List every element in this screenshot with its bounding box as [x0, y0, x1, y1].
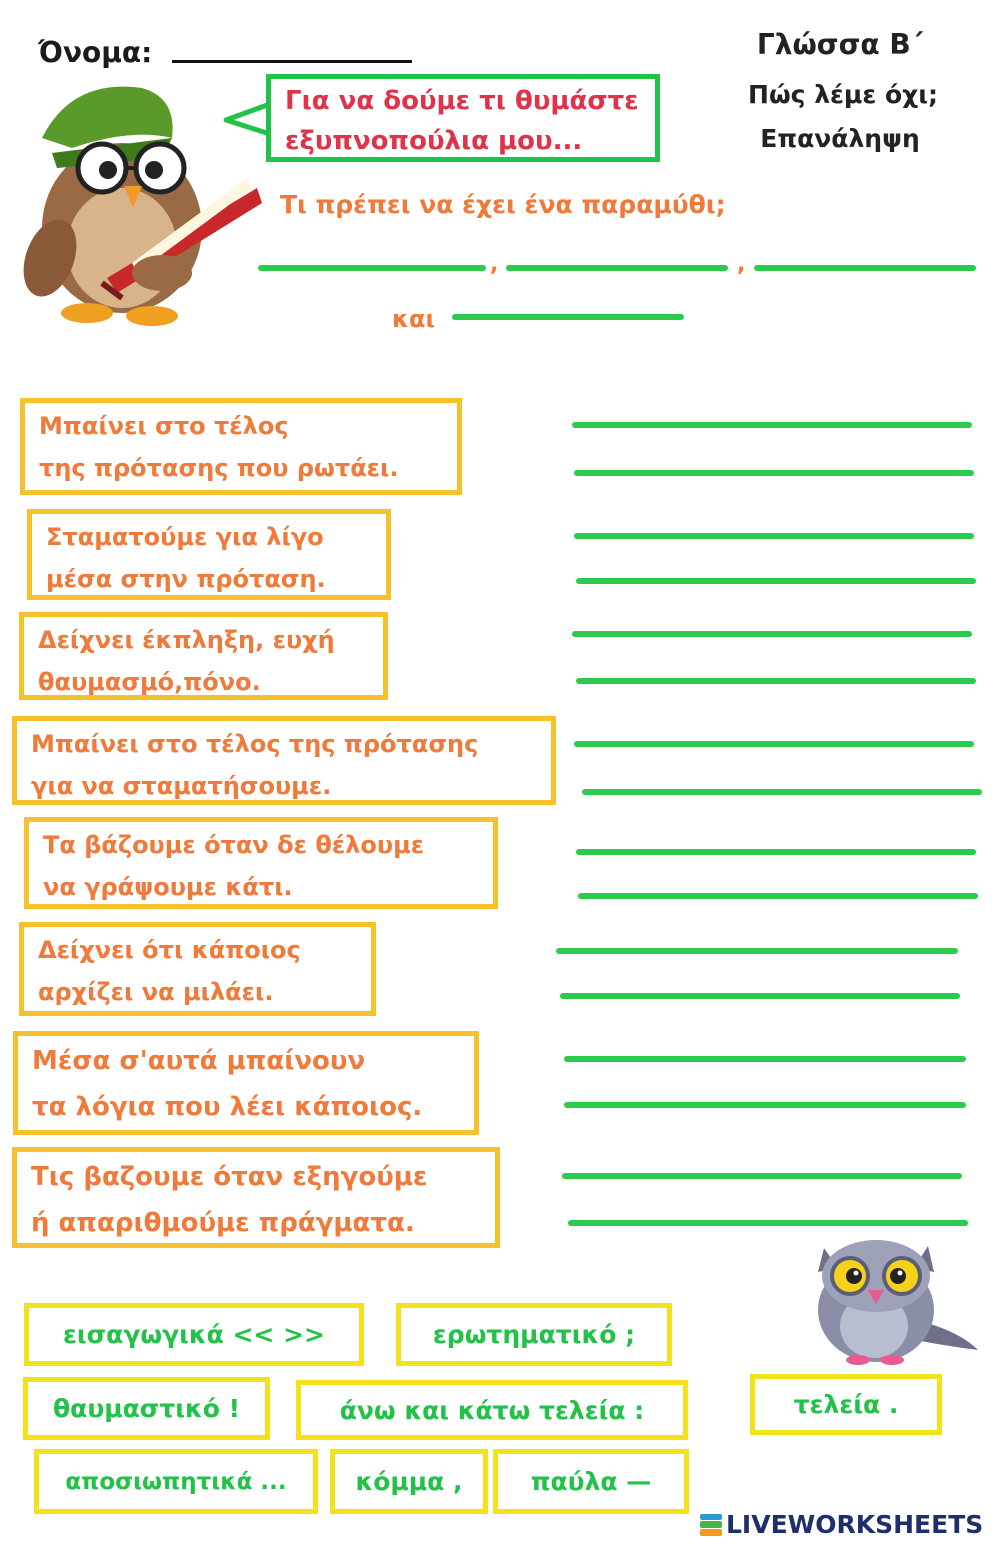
separator-2: ,: [737, 252, 746, 277]
word-chip-exclamation[interactable]: θαυμαστικό !: [23, 1377, 270, 1440]
clue-line-2: μέσα στην πρόταση.: [46, 565, 326, 593]
clue-line-1: Δείχνει ότι κάποιος: [38, 936, 301, 964]
word-chip-ellipsis[interactable]: αποσιωπητικά ...: [34, 1449, 318, 1514]
clue-box-exclamation: [19, 612, 388, 700]
answer-line[interactable]: [568, 1220, 968, 1226]
clue-box-dash: [19, 922, 376, 1016]
answer-line[interactable]: [578, 893, 978, 899]
word-chip-quotes[interactable]: εισαγωγικά << >>: [24, 1303, 364, 1366]
word-chip-colon[interactable]: άνω και κάτω τελεία :: [296, 1380, 688, 1440]
answer-line[interactable]: [572, 422, 972, 428]
story-answer-4[interactable]: [452, 314, 684, 320]
answer-line[interactable]: [564, 1102, 966, 1108]
clue-line-1: Μπαίνει στο τέλος: [39, 412, 289, 440]
clue-line-2: για να σταματήσουμε.: [31, 772, 332, 800]
clue-box-quotes: [13, 1031, 479, 1135]
speech-bubble-tail: [222, 100, 272, 140]
clue-line-2: θαυμασμό,πόνο.: [38, 668, 261, 696]
answer-line[interactable]: [576, 578, 976, 584]
answer-line[interactable]: [560, 993, 960, 999]
brand-text: LIVEWORKSHEETS: [726, 1510, 984, 1539]
clue-line-2: να γράψουμε κάτι.: [43, 873, 293, 901]
answer-line[interactable]: [556, 948, 958, 954]
liveworksheets-logo: [700, 1510, 983, 1539]
grey-owl-icon: [806, 1228, 982, 1366]
answer-line[interactable]: [564, 1056, 966, 1062]
clue-line-1: Σταματούμε για λίγο: [46, 523, 324, 551]
speech-bubble: [266, 74, 660, 162]
word-chip-comma[interactable]: κόμμα ,: [330, 1449, 488, 1514]
clue-line-1: Μέσα σ'αυτά μπαίνουν: [32, 1046, 366, 1076]
answer-line[interactable]: [574, 741, 974, 747]
clue-box-full-stop: [12, 716, 556, 805]
subject-title: Γλώσσα Β΄: [756, 28, 924, 61]
word-chip-full-stop[interactable]: τελεία .: [750, 1374, 942, 1435]
story-answer-3[interactable]: [754, 265, 976, 271]
clue-box-ellipsis: [24, 817, 498, 909]
clue-line-1: Δείχνει έκπληξη, ευχή: [38, 626, 335, 654]
and-word: και: [392, 305, 435, 333]
clue-line-2: της πρότασης που ρωτάει.: [39, 454, 399, 482]
bubble-line-2: εξυπνοπούλια μου...: [285, 126, 583, 156]
story-answer-2[interactable]: [506, 265, 728, 271]
answer-line[interactable]: [576, 849, 976, 855]
answer-line[interactable]: [574, 533, 974, 539]
liveworksheets-mark-icon: [700, 1514, 722, 1536]
topic-title: Πώς λέμε όχι;: [748, 80, 938, 109]
clue-box-question-mark: [20, 398, 462, 495]
answer-line[interactable]: [582, 789, 982, 795]
word-chip-question-mark[interactable]: ερωτηματικό ;: [396, 1303, 672, 1366]
section-title: Επανάληψη: [760, 124, 920, 153]
clue-line-2: ή απαριθμούμε πράγματα.: [31, 1208, 415, 1238]
clue-line-1: Τα βάζουμε όταν δε θέλουμε: [43, 831, 425, 859]
answer-line[interactable]: [574, 470, 974, 476]
answer-line[interactable]: [562, 1173, 962, 1179]
answer-line[interactable]: [576, 678, 976, 684]
story-question: Τι πρέπει να έχει ένα παραμύθι;: [280, 190, 726, 219]
clue-line-1: Τις βαζουμε όταν εξηγούμε: [31, 1162, 428, 1192]
clue-line-2: τα λόγια που λέει κάποιος.: [32, 1092, 423, 1122]
bubble-line-1: Για να δούμε τι θυμάστε: [285, 86, 639, 116]
story-answer-1[interactable]: [258, 265, 486, 271]
name-label: Όνομα:: [38, 36, 153, 69]
answer-line[interactable]: [572, 631, 972, 637]
clue-box-colon: [12, 1147, 500, 1248]
clue-box-comma: [27, 509, 391, 600]
clue-line-1: Μπαίνει στο τέλος της πρότασης: [31, 730, 479, 758]
clue-line-2: αρχίζει να μιλάει.: [38, 978, 274, 1006]
word-chip-dash[interactable]: παύλα —: [493, 1449, 689, 1514]
name-field[interactable]: [172, 60, 412, 63]
separator-1: ,: [490, 252, 499, 277]
